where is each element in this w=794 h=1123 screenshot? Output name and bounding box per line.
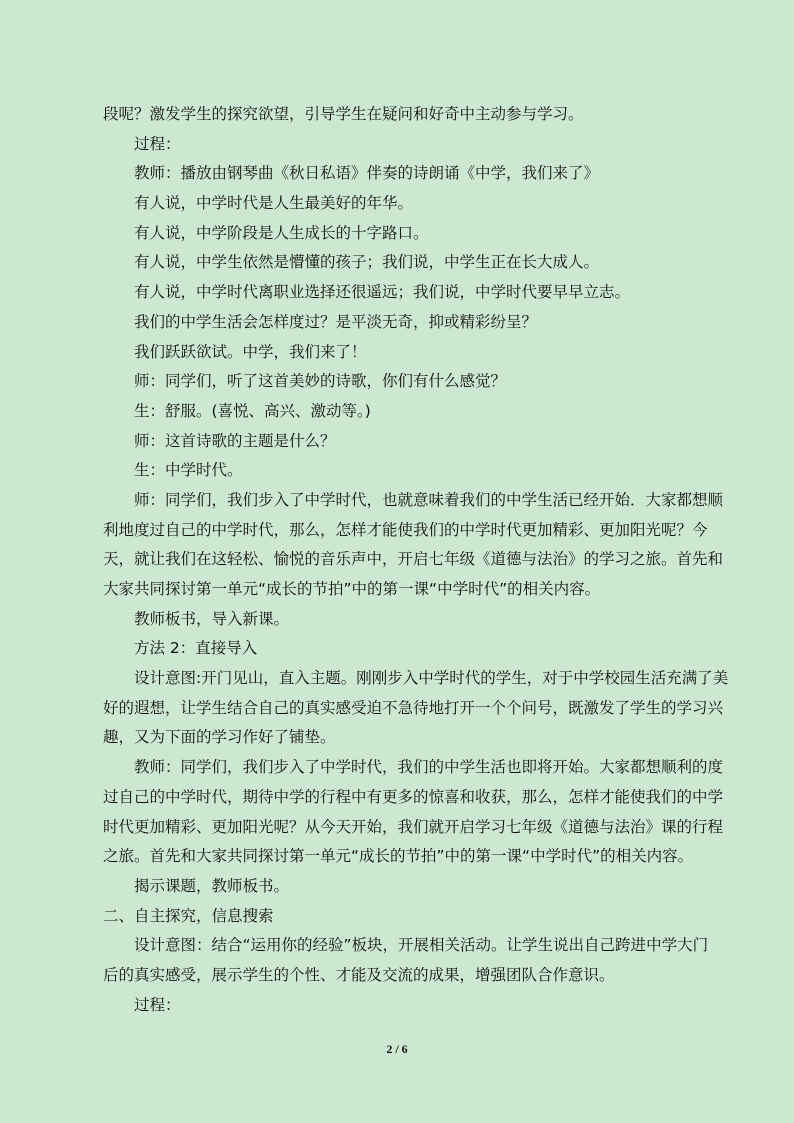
text-line: 有人说，中学阶段是人生成长的十字路口。 — [134, 223, 429, 242]
text-line: 后的真实感受，展示学生的个性、才能及交流的成果，增强团队合作意识。 — [103, 965, 615, 984]
text-line: 师：同学们，听了这首美妙的诗歌，你们有什么感觉？ — [134, 372, 507, 391]
text-line: 之旅。首先和大家共同探讨第一单元“成长的节拍”中的第一课“中学时代”的相关内容。 — [103, 847, 694, 866]
text-line: 有人说，中学时代是人生最美好的年华。 — [134, 194, 414, 213]
text-line: 有人说，中学时代离职业选择还很遥远；我们说，中学时代要早早立志。 — [134, 283, 631, 302]
text-line: 方法 2：直接导入 — [134, 639, 258, 658]
text-line: 段呢？激发学生的探究欲望，引导学生在疑问和好奇中主动参与学习。 — [103, 105, 584, 123]
text-line: 过程： — [134, 134, 181, 153]
text-line: 设计意图：结合“运用你的经验”板块，开展相关活动。让学生说出自己跨进中学大门 — [134, 936, 709, 955]
text-line: 设计意图:开门见山，直入主题。刚刚步入中学时代的学生，对于中学校园生活充满了美 — [134, 669, 729, 688]
text-line: 利地度过自己的中学时代，那么，怎样才能使我们的中学时代更加精彩、更加阳光呢？今 — [103, 520, 708, 539]
text-line: 时代更加精彩、更加阳光呢？从今天开始，我们就开启学习七年级《道德与法治》课的行程 — [103, 817, 724, 836]
text-line: 教师：同学们，我们步入了中学时代，我们的中学生活也即将开始。大家都想顺利的度 — [134, 758, 724, 777]
text-line: 天，就让我们在这轻松、愉悦的音乐声中，开启七年级《道德与法治》的学习之旅。首先和 — [103, 550, 724, 569]
text-line: 趣，又为下面的学习作好了铺垫。 — [103, 728, 336, 747]
page-number: 2 / 6 — [386, 1042, 408, 1056]
text-line: 过自己的中学时代，期待中学的行程中有更多的惊喜和收获，那么，怎样才能使我们的中学 — [103, 787, 724, 806]
text-line: 有人说，中学生依然是懵懂的孩子；我们说，中学生正在长大成人。 — [134, 253, 600, 272]
text-line: 教师板书，导入新课。 — [134, 609, 290, 628]
text-line: 我们的中学生活会怎样度过？是平淡无奇，抑或精彩纷呈？ — [134, 312, 538, 331]
text-line: 大家共同探讨第一单元“成长的节拍”中的第一课“中学时代”的相关内容。 — [103, 580, 601, 598]
document-body — [103, 100, 729, 1020]
text-line: 教师：播放由钢琴曲《秋日私语》伴奏的诗朗诵《中学，我们来了》 — [134, 164, 600, 183]
text-line: 好的遐想，让学生结合自己的真实感受迫不急待地打开一个个问号，既激发了学生的学习兴 — [103, 698, 724, 717]
text-line: 师：这首诗歌的主题是什么？ — [134, 431, 336, 450]
text-line: 生：中学时代。 — [134, 461, 243, 480]
text-line: 我们跃跃欲试。中学，我们来了！ — [134, 342, 367, 361]
text-line: 生：舒服。(喜悦、高兴、激动等。) — [134, 401, 371, 420]
text-line: 过程： — [134, 995, 181, 1014]
text-line: 师：同学们，我们步入了中学时代，也就意味着我们的中学生活已经开始．大家都想顺 — [134, 490, 724, 509]
text-line: 二、自主探究，信息搜索 — [103, 906, 274, 925]
text-line: 揭示课题，教师板书。 — [134, 876, 290, 895]
